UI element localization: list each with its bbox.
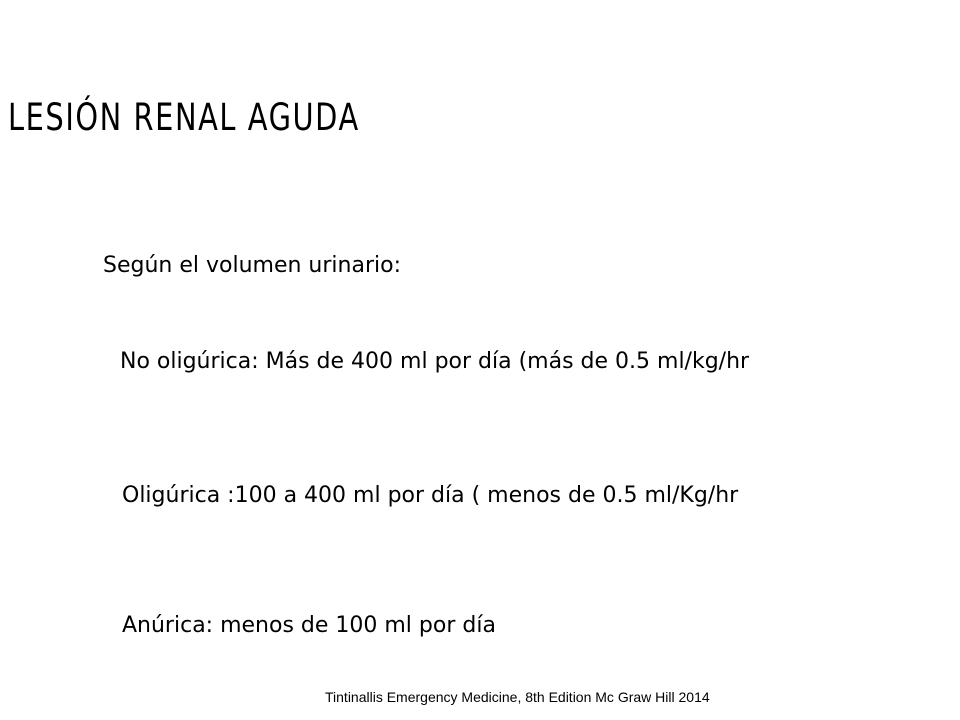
- citation-footer: Tintinallis Emergency Medicine, 8th Edition Mc Graw Hill 2014: [325, 689, 710, 705]
- subheading: Según el volumen urinario:: [103, 253, 401, 278]
- urine-category-anuric: Anúrica: menos de 100 ml por día: [122, 613, 496, 638]
- urine-category-oliguric: Oligúrica :100 a 400 ml por día ( menos de 0.5 ml/Kg/hr: [122, 483, 739, 508]
- slide-title: LESIÓN RENAL AGUDA: [8, 96, 360, 139]
- urine-category-non-oliguric: No oligúrica: Más de 400 ml por día (más de 0.5 ml/kg/hr: [120, 349, 750, 374]
